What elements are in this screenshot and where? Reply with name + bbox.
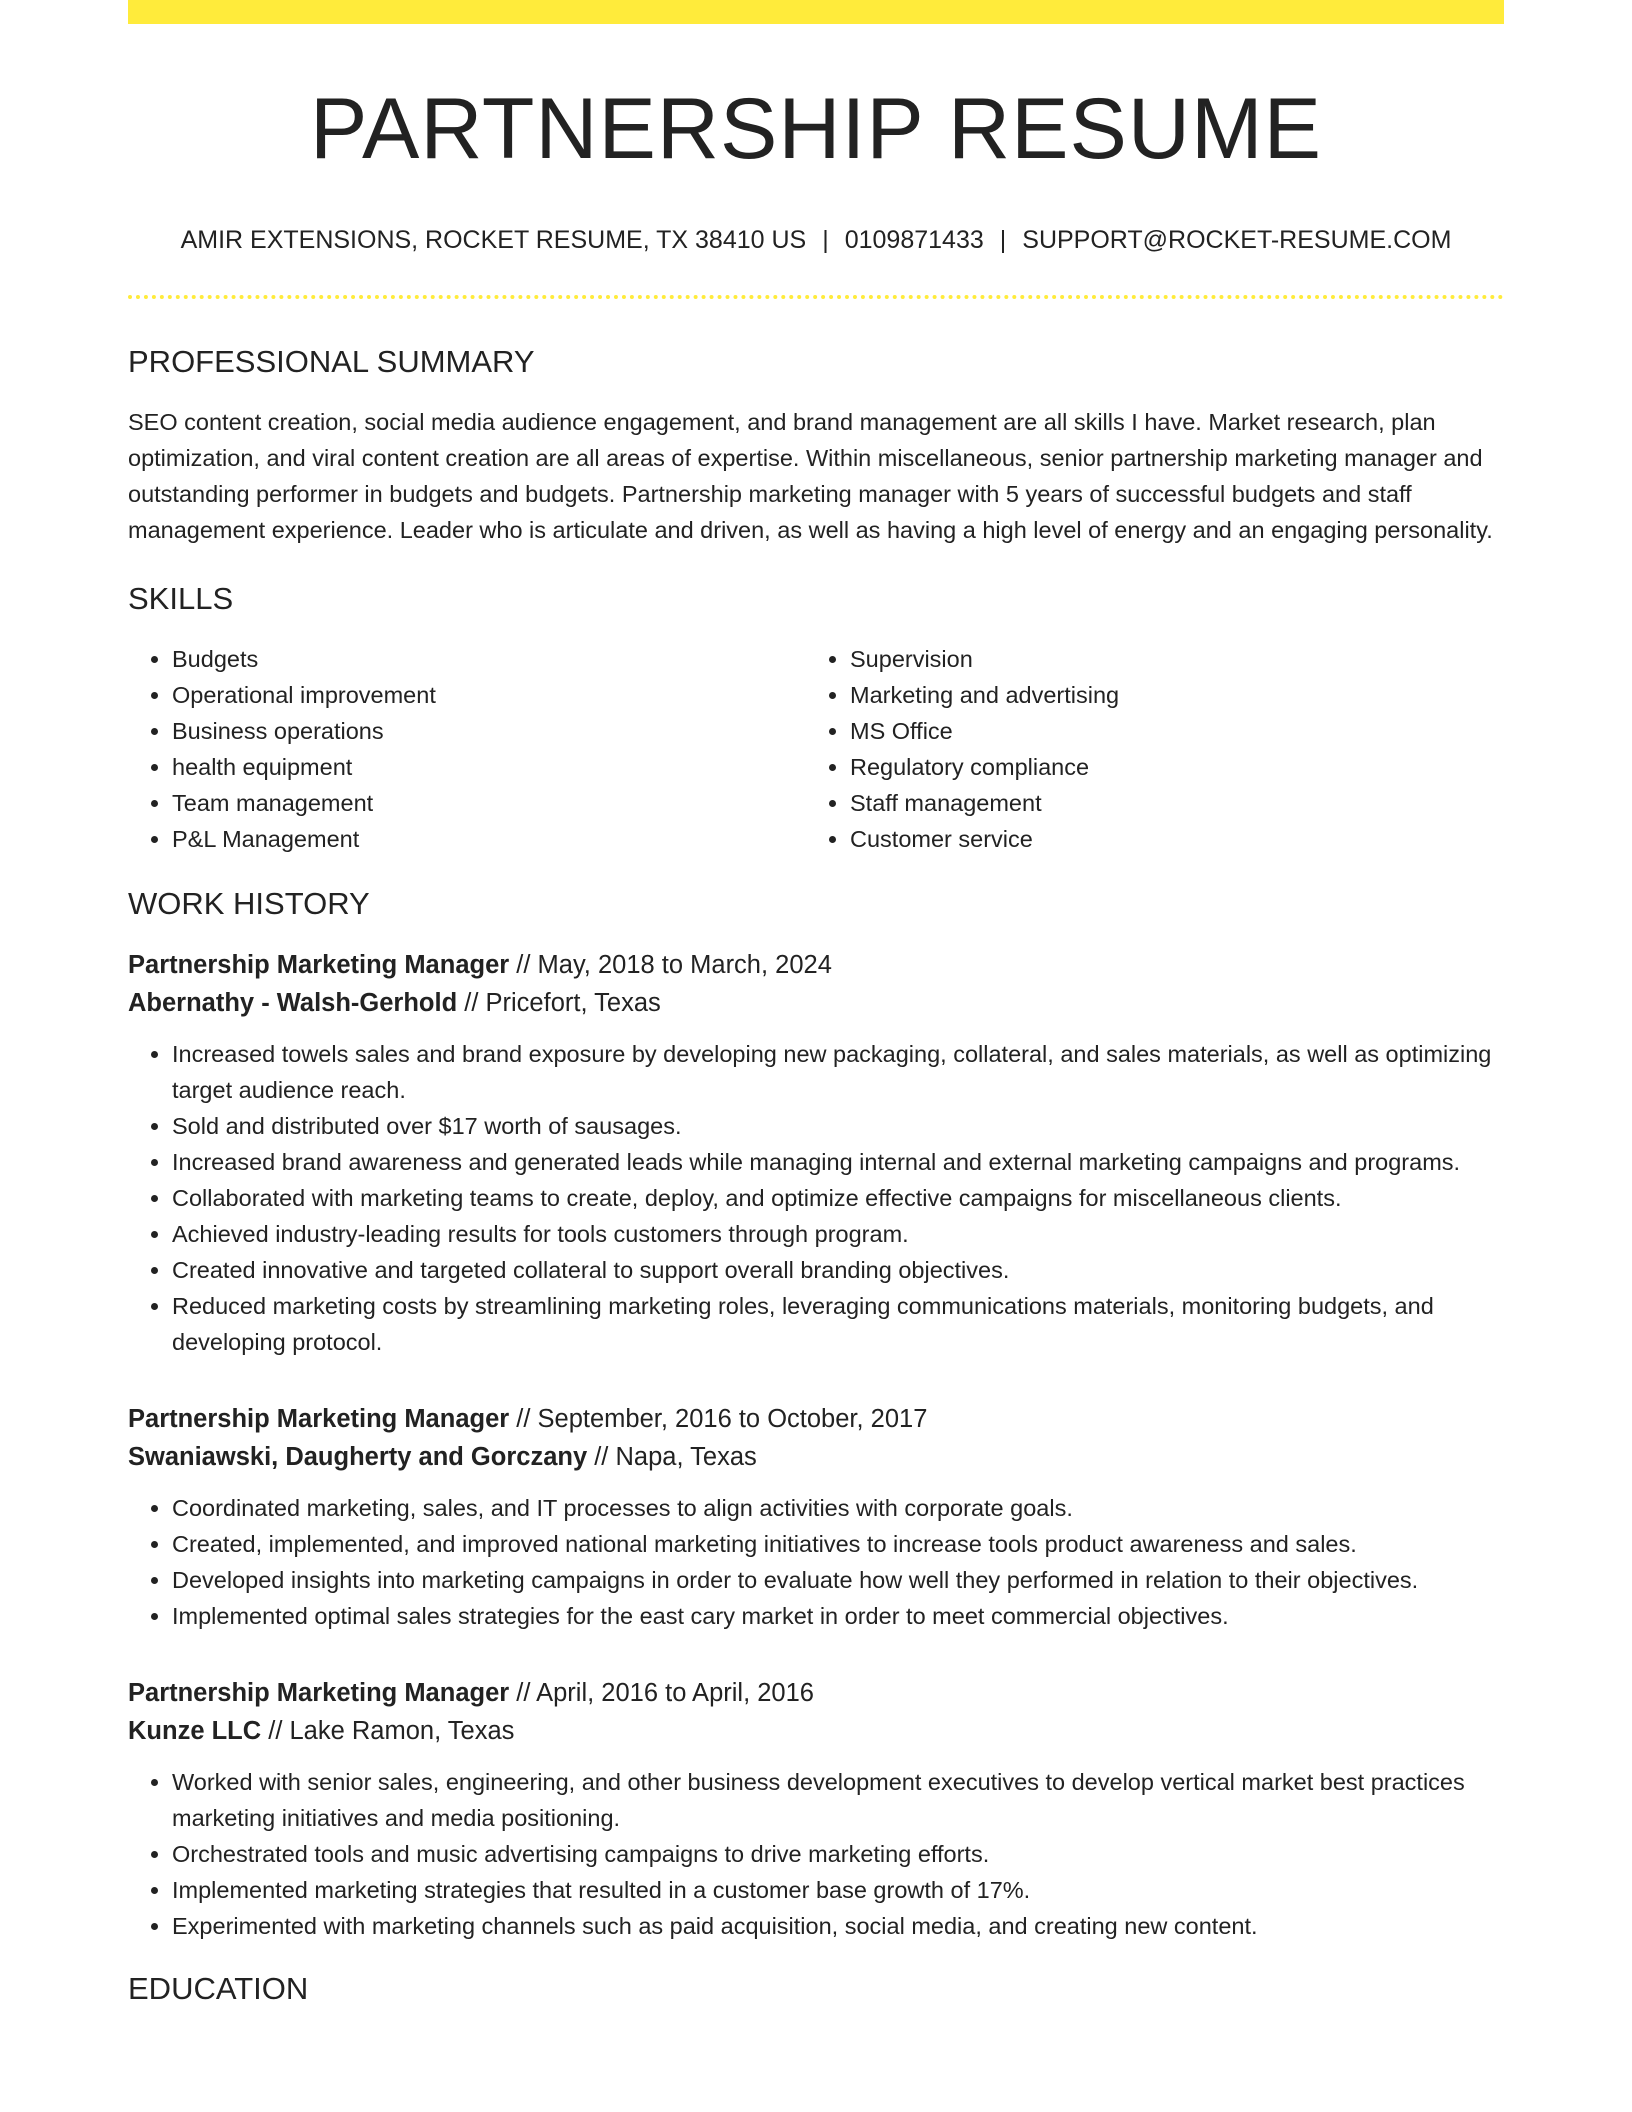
job-bullet: • Increased towels sales and brand exposure by developing new packaging, collateral, and sales materials, as well as optimizing target audience reach. <box>172 1036 1504 1108</box>
job-bullet: • Worked with senior sales, engineering, and other business development executives to develop vertical market best practices marketing initiatives and media positioning. <box>172 1764 1504 1836</box>
job-dates: // September, 2016 to October, 2017 <box>509 1405 928 1434</box>
job-entry <box>128 1674 1504 1944</box>
top-accent-bar <box>128 0 1504 24</box>
job-dates: // May, 2018 to March, 2024 <box>509 951 832 980</box>
job-bullet: • Orchestrated tools and music advertising campaigns to drive marketing efforts. <box>172 1836 1504 1872</box>
contact-address: AMIR EXTENSIONS, ROCKET RESUME, TX 38410 US <box>180 225 807 254</box>
job-role: Partnership Marketing Manager <box>128 951 510 980</box>
job-location: // Pricefort, Texas <box>457 989 661 1018</box>
skill-item: • Regulatory compliance <box>850 749 1484 785</box>
skill-item: • health equipment <box>172 749 806 785</box>
education-heading: EDUCATION <box>128 1971 309 2007</box>
job-role-line <box>128 946 1504 984</box>
job-location: // Napa, Texas <box>587 1443 757 1472</box>
job-bullet: • Coordinated marketing, sales, and IT processes to align activities with corporate goals. <box>172 1490 1504 1526</box>
skill-item: • Customer service <box>850 821 1484 857</box>
skill-item: • MS Office <box>850 713 1484 749</box>
skill-item: • Staff management <box>850 785 1484 821</box>
job-location: // Lake Ramon, Texas <box>261 1717 515 1746</box>
summary-text: SEO content creation, social media audience engagement, and brand management are all skills I have. Market research, plan optimization, and viral content creation are all areas of expertise. Within miscellaneous, senior partnership marketing manager and outstanding performer in budgets and budgets. Partnership marketing manager with 5 years of successful budgets and staff management experience. Leader who is articulate and driven, as well as having a high level of energy and an engaging personality. <box>128 408 1493 543</box>
job-bullet: • Collaborated with marketing teams to create, deploy, and optimize effective campaigns for miscellaneous clients. <box>172 1180 1504 1216</box>
job-bullet: • Experimented with marketing channels such as paid acquisition, social media, and creating new content. <box>172 1908 1504 1944</box>
job-role-line <box>128 1674 1504 1712</box>
job-bullet: • Reduced marketing costs by streamlining marketing roles, leveraging communications materials, monitoring budgets, and developing protocol. <box>172 1288 1504 1360</box>
job-entry <box>128 946 1504 1360</box>
skill-item: • Supervision <box>850 641 1484 677</box>
job-bullets <box>128 1764 1504 1944</box>
job-bullet: • Created, implemented, and improved national marketing initiatives to increase tools product awareness and sales. <box>172 1526 1504 1562</box>
summary-heading: PROFESSIONAL SUMMARY <box>128 343 535 379</box>
skills-list <box>128 641 1504 857</box>
job-role: Partnership Marketing Manager <box>128 1679 510 1708</box>
contact-separator: | <box>999 225 1007 254</box>
job-bullet: • Sold and distributed over $17 worth of sausages. <box>172 1108 1504 1144</box>
contact-separator: | <box>822 225 829 254</box>
skill-item: • Budgets <box>172 641 806 677</box>
skill-item: • Marketing and advertising <box>850 677 1484 713</box>
job-entry <box>128 1400 1504 1634</box>
job-company: Kunze LLC <box>128 1717 262 1746</box>
dotted-divider <box>128 295 1504 299</box>
skill-item: • P&L Management <box>172 821 806 857</box>
resume-content <box>128 0 1504 2007</box>
job-bullet: • Increased brand awareness and generated leads while managing internal and external marketing campaigns and programs. <box>172 1144 1504 1180</box>
skill-item: • Team management <box>172 785 806 821</box>
contact-phone: 0109871433 <box>844 225 984 254</box>
job-bullets <box>128 1490 1504 1634</box>
job-company: Swaniawski, Daugherty and Gorczany <box>128 1443 588 1472</box>
skills-left-column <box>128 641 806 857</box>
job-company-line <box>128 984 1504 1022</box>
job-company-line <box>128 1438 1504 1476</box>
job-bullet: • Developed insights into marketing campaigns in order to evaluate how well they performed in relation to their objectives. <box>172 1562 1504 1598</box>
resume-title: PARTNERSHIP RESUME <box>310 81 1322 177</box>
job-company: Abernathy - Walsh-Gerhold <box>128 989 458 1018</box>
job-bullet: • Achieved industry-leading results for tools customers through program. <box>172 1216 1504 1252</box>
contact-email: SUPPORT@ROCKET-RESUME.COM <box>1022 225 1452 254</box>
job-company-line <box>128 1712 1504 1750</box>
job-dates: // April, 2016 to April, 2016 <box>509 1679 814 1708</box>
job-bullet: • Created innovative and targeted collateral to support overall branding objectives. <box>172 1252 1504 1288</box>
skills-right-column <box>806 641 1484 857</box>
job-bullet: • Implemented marketing strategies that resulted in a customer base growth of 17%. <box>172 1872 1504 1908</box>
skill-item: • Business operations <box>172 713 806 749</box>
job-bullets <box>128 1036 1504 1360</box>
skill-item: • Operational improvement <box>172 677 806 713</box>
job-role-line <box>128 1400 1504 1438</box>
work-history-heading: WORK HISTORY <box>128 885 370 921</box>
contact-line <box>128 225 1504 255</box>
job-bullet: • Implemented optimal sales strategies for the east cary market in order to meet commercial objectives. <box>172 1598 1504 1634</box>
job-role: Partnership Marketing Manager <box>128 1405 510 1434</box>
skills-heading: SKILLS <box>128 580 234 616</box>
